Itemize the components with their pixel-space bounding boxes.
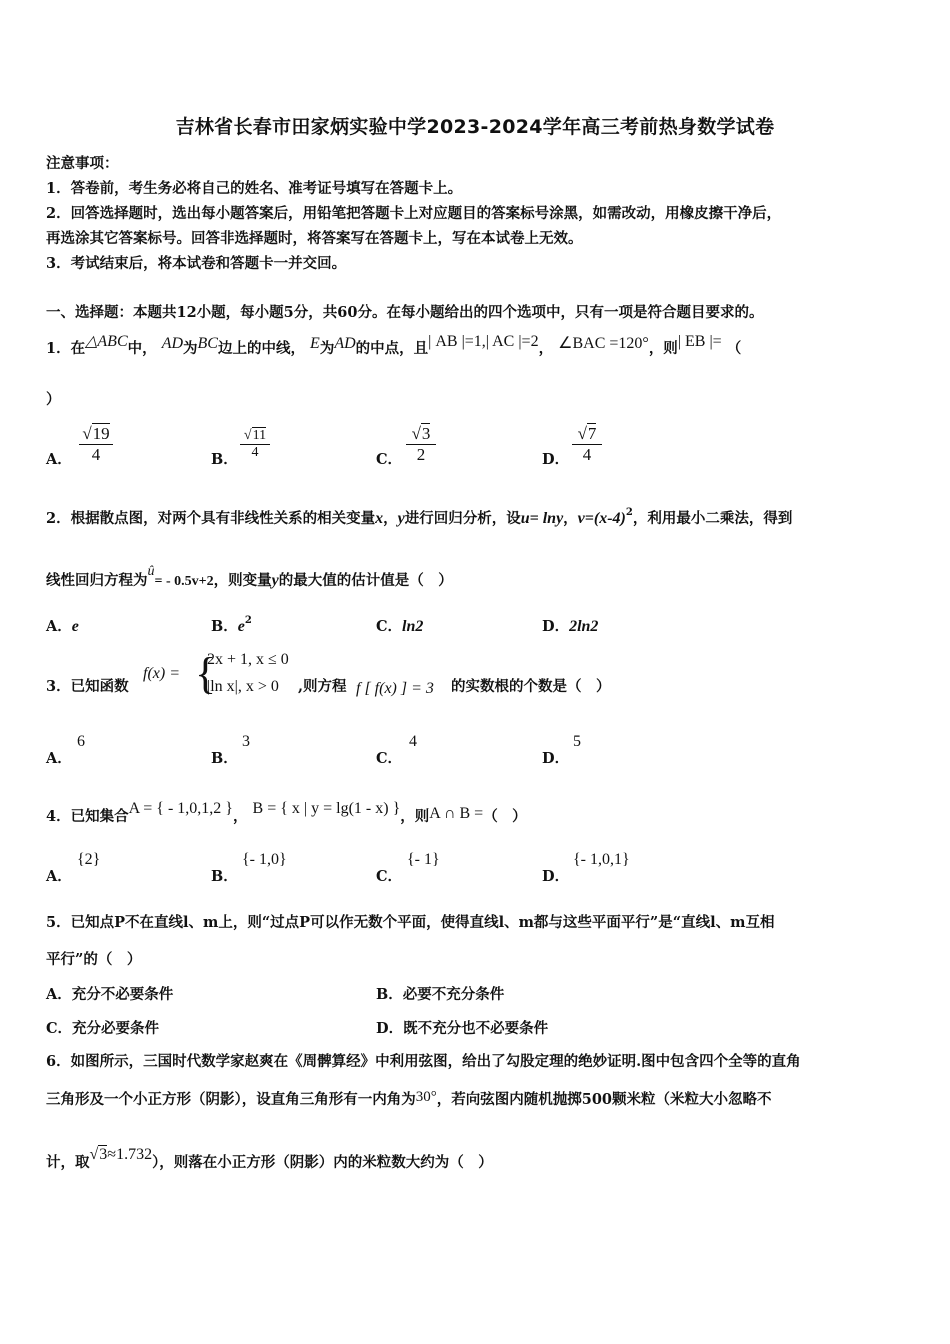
q3-option-c-label: C．	[376, 750, 403, 767]
q4-set-b: B = { x | y = lg(1 - x) }	[252, 800, 401, 817]
q2-uhat: û	[147, 564, 155, 579]
q2-sep: ，	[383, 510, 398, 527]
q1-math-ad: AD	[161, 335, 184, 352]
q1-math-lengths: | AB |=1,| AC |=2	[428, 333, 539, 350]
q2-text-2: 进行回归分析，设	[404, 510, 521, 527]
q1-option-d-value: √7 4	[572, 424, 602, 465]
q2-option-d: D．2ln2	[542, 618, 599, 635]
q3-case-1: 2x + 1, x ≤ 0	[207, 651, 289, 668]
q1-option-a-value: √19 4	[79, 424, 113, 465]
q2-text-1: 2．根据散点图，对两个具有非线性关系的相关变量	[46, 510, 376, 527]
q3-case-2: |ln x|, x > 0	[207, 678, 279, 695]
q5-option-a: A．充分不必要条件	[46, 986, 174, 1003]
q4-intersection: A ∩ B =	[429, 805, 484, 822]
q4-option-b-value: {- 1,0}	[242, 851, 287, 868]
q2-text-4: 线性回归方程为	[46, 572, 148, 589]
q3-option-d-label: D．	[542, 750, 570, 767]
q1-math-angle: ∠BAC =120°	[558, 335, 649, 352]
q4-text-4: （ ）	[483, 808, 527, 825]
q1-text-5: 为	[319, 340, 335, 357]
q2-def-u: u= lny	[520, 510, 564, 527]
q1-math-bc: BC	[197, 335, 218, 352]
q2-var-y: y	[397, 510, 405, 527]
q3-option-c-value: 4	[409, 733, 417, 750]
q3-text-1: 3．已知函数	[46, 678, 129, 695]
section-heading: 一、选择题：本题共12小题，每小题5分，共60分。在每小题给出的四个选项中，只有一项是符合题目要求的。	[46, 304, 764, 321]
q2-text-5: ，则变量	[213, 572, 272, 589]
q1-option-c-label: C．	[376, 451, 403, 468]
q3-option-a-label: A．	[46, 750, 72, 767]
q3-text-2: ,则方程	[298, 678, 347, 695]
q2-regression-eq: = - 0.5v+2	[154, 574, 214, 589]
question-1	[46, 333, 742, 358]
q2-def-v-exp: 2	[625, 507, 633, 518]
q5-line-2: 平行”的（ ）	[46, 951, 142, 968]
q3-equation: f [ f(x) ] = 3	[356, 680, 434, 697]
q6-text-3a: 计，取	[46, 1154, 90, 1171]
exam-title: 吉林省长春市田家炳实验中学2023-2024学年高三考前热身数学试卷	[175, 116, 775, 138]
q1-text-3: 为	[183, 340, 198, 357]
q1-text-1: 1．在	[46, 340, 86, 357]
q6-line-1: 6．如图所示，三国时代数学家赵爽在《周髀算经》中利用弦图，给出了勾股定理的绝妙证明.图中包含四个全等的直角	[46, 1053, 801, 1070]
q2-text-6: 的最大值的估计值是（ ）	[278, 572, 453, 589]
q1-text-4: 边上的中线，	[217, 340, 305, 357]
q1-text-2: 中，	[127, 340, 157, 357]
q1-text-6: 的中点，且	[355, 340, 429, 357]
question-4	[46, 800, 527, 826]
notice-item-1: 1．答卷前，考生务必将自己的姓名、准考证号填写在答题卡上。	[46, 180, 463, 197]
notice-heading: 注意事项：	[46, 155, 119, 172]
q1-text-9: （	[726, 340, 742, 357]
q6-line-3	[46, 1146, 493, 1172]
q4-option-c-label: C．	[376, 868, 403, 885]
q6-text-3b: ），则落在小正方形（阴影）内的米粒数大约为（ ）	[152, 1154, 493, 1171]
q4-option-a-label: A．	[46, 868, 72, 885]
q1-option-b-value: √11 4	[240, 428, 270, 461]
q1-option-c-value: √3 2	[406, 424, 436, 465]
q4-set-a: A = { - 1,0,1,2 }	[128, 800, 233, 817]
q4-option-d-value: {- 1,0,1}	[573, 851, 630, 868]
q3-option-a-value: 6	[77, 733, 85, 750]
q1-math-ad2: AD	[334, 335, 356, 352]
notice-item-3: 3．考试结束后，将本试卷和答题卡一并交回。	[46, 255, 347, 272]
notice-item-2b: 再选涂其它答案标号。回答非选择题时，将答案写在答题卡上，写在本试卷上无效。	[46, 230, 583, 247]
q6-sqrt: √3	[89, 1146, 108, 1163]
q2-option-c: C．ln2	[376, 618, 424, 635]
q2-option-a: A．e	[46, 618, 79, 635]
q1-text-7: ，	[538, 340, 554, 357]
q1-math-e: E	[310, 335, 320, 352]
q6-text-2b: ，若向弦图内随机抛掷500颗米粒（米粒大小忽略不	[436, 1091, 772, 1108]
q5-line-1: 5．已知点P不在直线l、m上，则“过点P可以作无数个平面，使得直线l、m都与这些平面平行”是“直线l、m互相	[46, 914, 775, 931]
q1-option-a-label: A．	[46, 451, 72, 468]
q5-option-d: D．既不充分也不必要条件	[376, 1020, 549, 1037]
q2-sep-2: ，	[563, 510, 578, 527]
q2-def-v: v=(x-4)	[577, 510, 626, 527]
q3-option-b-label: B．	[211, 750, 238, 767]
q1-option-d-label: D．	[542, 451, 570, 468]
q1-option-b-label: B．	[211, 451, 238, 468]
q4-text-1: 4．已知集合	[46, 808, 129, 825]
q3-option-d-value: 5	[573, 733, 581, 750]
q3-fx: f(x) =	[143, 665, 180, 682]
q6-text-2a: 三角形及一个小正方形（阴影），设直角三角形有一内角为	[46, 1091, 416, 1108]
q4-text-3: ，则	[400, 808, 430, 825]
q3-brace: {	[195, 649, 217, 698]
q2-option-b: B．$e^2$	[211, 615, 252, 635]
question-2-line-1	[46, 507, 792, 528]
q2-var-y-2: y	[271, 572, 279, 589]
q5-option-c: C．充分必要条件	[46, 1020, 160, 1037]
q4-option-b-label: B．	[211, 868, 238, 885]
q1-close-paren: ）	[46, 391, 61, 408]
q1-math-eb: | EB |=	[677, 333, 722, 350]
q3-text-3: 的实数根的个数是（ ）	[451, 678, 611, 695]
question-2-line-2	[46, 564, 453, 590]
q4-option-d-label: D．	[542, 868, 570, 885]
q6-line-2	[46, 1088, 772, 1109]
q6-angle: 30°	[415, 1089, 437, 1105]
q6-approx: ≈1.732	[107, 1146, 153, 1163]
q1-math-triangle: △ABC	[85, 333, 128, 350]
q4-option-c-value: {- 1}	[407, 851, 440, 868]
q2-var-x: x	[375, 510, 384, 527]
q2-text-3: ，利用最小二乘法，得到	[632, 510, 793, 527]
q4-text-2: ，	[232, 808, 248, 825]
q5-option-b: B．必要不充分条件	[376, 986, 505, 1003]
q1-text-8: ，则	[648, 340, 678, 357]
q4-option-a-value: {2}	[77, 851, 101, 868]
notice-item-2a: 2．回答选择题时，选出每小题答案后，用铅笔把答题卡上对应题目的答案标号涂黑，如需改动，用橡皮擦干净后，	[46, 205, 782, 222]
q3-option-b-value: 3	[242, 733, 250, 750]
